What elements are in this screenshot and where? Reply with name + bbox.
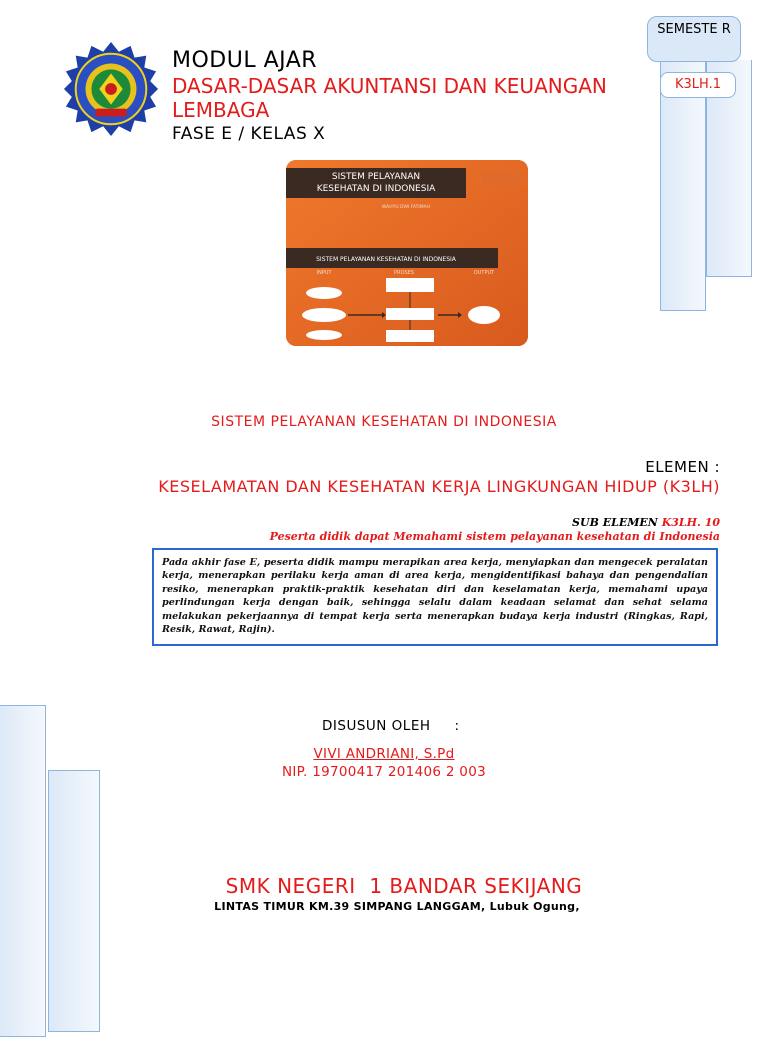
main-title: SISTEM PELAYANAN KESEHATAN DI INDONESIA	[211, 414, 557, 430]
sub-elemen	[572, 516, 720, 529]
capaian-text: Pada akhir fase E, peserta didik mampu merapikan area kerja, menyiapkan dan mengecek peralatan kerja, menerapkan perilaku kerja aman di area kerja, mengidentifikasi bahaya dan pengendalian resiko, menerapkan praktik-praktik kesehatan diri dan keselamatan kerja, memahami upaya perlindungan kerja dengan baik, sehingga selalu dalam keadaan selamat dan sehat selama melakukan pekerjaannya di tempat kerja serta menerapkan budaya kerja industri (Ringkas, Rapi, Resik, Rawat, Rajin).	[162, 557, 708, 636]
cover-title-line2: KESEHATAN DI INDONESIA	[316, 184, 436, 194]
sub-elemen-description: Peserta didik dapat Memahami sistem pelayanan kesehatan di Indonesia	[269, 530, 720, 543]
author-name: VIVI ANDRIANI, S.Pd	[313, 746, 455, 762]
elemen-label: ELEMEN :	[645, 458, 720, 476]
school-logo	[62, 40, 160, 138]
school-address: LINTAS TIMUR KM.39 SIMPANG LANGGAM, Lubuk Ogung,	[214, 900, 580, 913]
module-code: K3LH.1	[675, 77, 721, 92]
capaian-box	[152, 548, 718, 646]
disusun-colon: :	[454, 718, 460, 734]
cover-col-output: OUTPUT	[473, 270, 495, 276]
disusun-oleh	[322, 718, 460, 734]
modul-label: MODUL AJAR	[172, 48, 318, 73]
elemen-value: KESELAMATAN DAN KESEHATAN KERJA LINGKUNGAN HIDUP (K3LH)	[158, 477, 720, 496]
cover-col-input: INPUT	[316, 270, 332, 276]
cover-author: WAHYU DWI FATIMAH	[381, 205, 431, 210]
cover-title-line1: SISTEM PELAYANAN	[331, 172, 421, 182]
sub-elemen-label: SUB ELEMEN	[572, 516, 658, 529]
subject-text: DASAR-DASAR AKUNTANSI DAN KEUANGAN LEMBAGA	[172, 74, 607, 122]
school-name: SMK NEGERI 1 BANDAR SEKIJANG	[225, 874, 583, 898]
cover-image	[286, 160, 528, 346]
cover-slide2-title: SISTEM PELAYANAN KESEHATAN DI INDONESIA	[316, 256, 456, 263]
title-block	[172, 48, 672, 146]
cover-col-proses: PROSES	[394, 270, 414, 276]
subject-title	[172, 74, 672, 122]
sub-elemen-code: K3LH. 10	[661, 516, 720, 529]
author-nip: NIP. 19700417 201406 2 003	[282, 764, 486, 780]
semester-label: SEMESTE R	[657, 22, 731, 37]
disusun-label: DISUSUN OLEH	[322, 718, 431, 734]
fase-label: FASE E / KELAS X	[172, 124, 326, 144]
